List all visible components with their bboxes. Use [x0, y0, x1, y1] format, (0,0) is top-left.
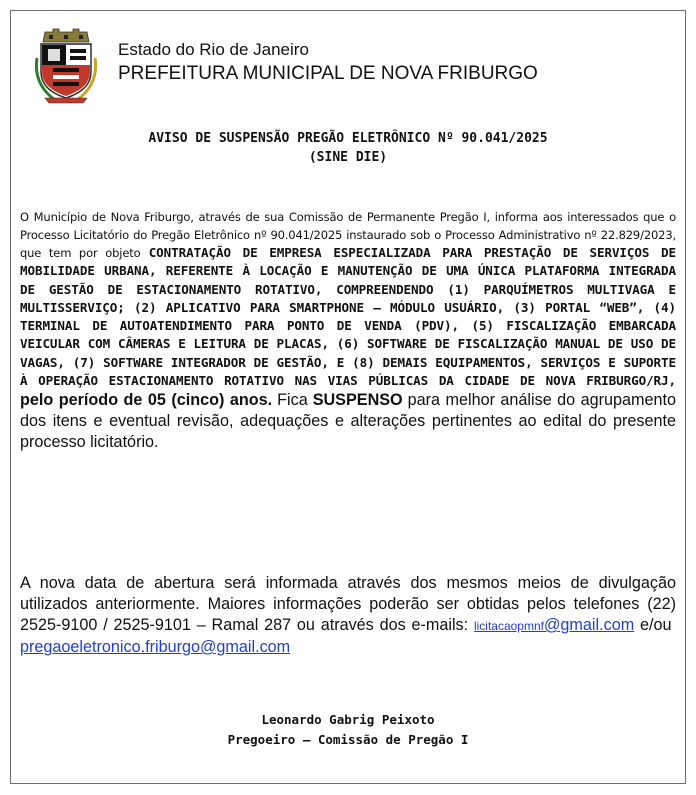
email1-domain: @gmail.com: [543, 616, 635, 634]
contact-text: A nova data de abertura será informada através dos mesmos meios de divulgação utilizados anteriormente. Maiores informações poderão ser obtidas pelos telefones (22) 2525-9100 / 2525-9101 – Ramal 287 ou através dos e-mails:: [20, 574, 676, 634]
header-state: Estado do Rio de Janeiro: [118, 40, 309, 59]
notice-body: [20, 208, 676, 453]
email1-user: licitacaopmnf: [473, 619, 544, 633]
body-object: CONTRATAÇÃO DE EMPRESA ESPECIALIZADA PARA PRESTAÇÃO DE SERVIÇOS DE MOBILIDADE URBANA, REFERENTE À LOCAÇÃO E MANUTENÇÃO DE UMA ÚNICA PLATAFORMA INTEGRADA DE GESTÃO DE ESTACIONAMENTO ROTATIVO, COMPREENDENDO (1) PARQUÍMETROS MULTIVAGA E MULTISSERVIÇO; (2) APLICATIVO PARA SMARTPHONE – MÓDULO USUÁRIO, (3) PORTAL “WEB”, (4) TERMINAL DE AUTOATENDIMENTO PARA PONTO DE VENDA (PDV), (5) FISCALIZAÇÃO EMBARCADA VEICULAR COM CÂMERAS E LEITURA DE PLACAS, (6) SOFTWARE DE FISCALIZAÇÃO MANUAL DE USO DE VAGAS, (7) SOFTWARE INTEGRADOR DE GESTÃO, E (8) DEMAIS EQUIPAMENTOS, SERVIÇOS E SUPORTE À OPERAÇÃO ESTACIONAMENTO ROTATIVO NAS VIAS PÚBLICAS DA CIDADE DE NOVA FRIBURGO/RJ,: [20, 245, 676, 389]
body-period: pelo período de 05 (cinco) anos.: [20, 391, 273, 410]
notice-subtitle: (SINE DIE): [308, 150, 388, 165]
notice-title: AVISO DE SUSPENSÃO PREGÃO ELETRÔNICO Nº 90.041/2025: [148, 131, 548, 146]
coat-of-arms-icon: [33, 28, 99, 104]
body-intro: O Município de Nova Friburgo, através de sua Comissão de Permanente Pregão I, informa aos interessados que o Processo Licitatório do Pregão Eletrônico nº 90.041/2025 instaurado sob o Processo Administrativo nº 22.829/2023, que tem por objeto: [20, 210, 676, 260]
header-prefecture: PREFEITURA MUNICIPAL DE NOVA FRIBURGO: [118, 63, 538, 84]
body-fica: Fica: [277, 391, 308, 410]
body-reason: para melhor análise do agrupamento dos itens e eventual revisão, adequações e alterações pertinentes ao edital do presente processo licitatório.: [20, 391, 677, 452]
body-suspenso: SUSPENSO: [312, 391, 403, 410]
email-link-licitacao[interactable]: [474, 616, 634, 634]
signature-role: Pregoeiro – Comissão de Pregão I: [227, 732, 469, 747]
contact-connector: e/ou: [640, 616, 672, 634]
contact-paragraph: [20, 573, 676, 658]
signature-name: Leonardo Gabrig Peixoto: [261, 712, 435, 727]
email-link-pregao[interactable]: pregaoeletronico.friburgo@gmail.com: [20, 638, 291, 656]
